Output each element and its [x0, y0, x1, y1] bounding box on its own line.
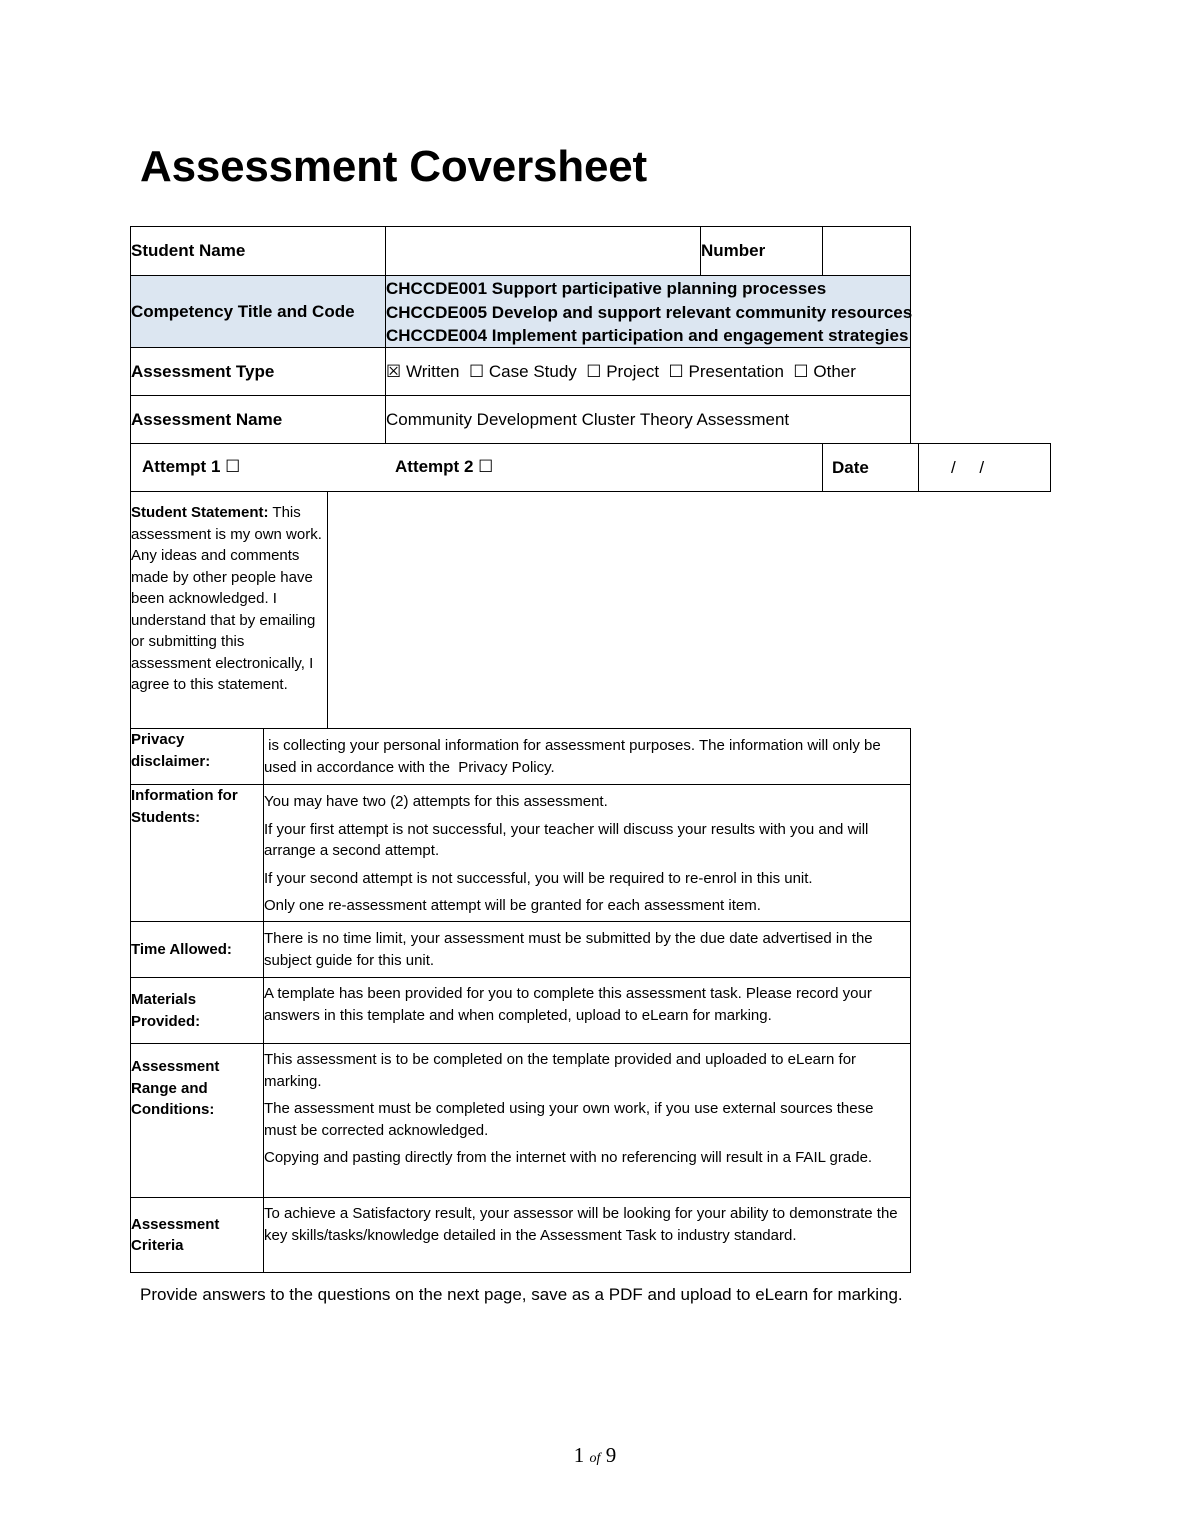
- privacy-text: is collecting your personal information for assessment purposes. The information will only be used in accordance with the Privacy Policy.: [263, 728, 911, 785]
- time-allowed-label: Time Allowed:: [130, 921, 264, 978]
- student-statement-body: This assessment is my own work. Any ideas and comments made by other people have been acknowledged. I understand that by emailing or submitting this assessment electronically, I agree to this statement.: [131, 504, 322, 693]
- page-of: of: [589, 1451, 601, 1466]
- criteria-text: To achieve a Satisfactory result, your assessor will be looking for your ability to demonstrate the key skills/tasks/knowledge detailed in the Assessment Task to industry standard.: [263, 1197, 911, 1273]
- assessment-type-options[interactable]: ☒ Written ☐ Case Study ☐ Project ☐ Presentation ☐ Other: [385, 347, 911, 396]
- student-statement-label: Student Statement:: [131, 504, 269, 521]
- range-para: Copying and pasting directly from the internet with no referencing will result in a FAIL grade.: [264, 1149, 873, 1166]
- competency-line-1: CHCCDE001 Support participative planning processes: [386, 279, 827, 298]
- attempt-cell: [130, 443, 823, 492]
- number-label: Number: [700, 226, 823, 276]
- competency-line-3: CHCCDE004 Implement participation and engagement strategies: [386, 326, 909, 345]
- date-field[interactable]: / /: [918, 443, 1051, 492]
- attempt-2-checkbox[interactable]: Attempt 2 ☐: [395, 457, 494, 476]
- student-name-label: Student Name: [130, 226, 386, 276]
- privacy-label: Privacy disclaimer:: [130, 728, 264, 785]
- assessment-type-label: Assessment Type: [130, 347, 386, 396]
- assessment-name-label: Assessment Name: [130, 395, 386, 444]
- criteria-label: Assessment Criteria: [130, 1197, 264, 1273]
- student-name-field[interactable]: [385, 226, 701, 276]
- students-info-para: You may have two (2) attempts for this assessment.: [264, 793, 608, 810]
- range-para: The assessment must be completed using your own work, if you use external sources these must be corrected acknowledged.: [264, 1100, 874, 1139]
- attempt-1-checkbox[interactable]: Attempt 1 ☐: [142, 457, 241, 476]
- student-statement: [130, 491, 328, 729]
- competency-line-2: CHCCDE005 Develop and support relevant community resources: [386, 302, 913, 322]
- students-info: [263, 784, 911, 922]
- students-info-para: If your second attempt is not successful, you will be required to re-enrol in this unit.: [264, 869, 813, 887]
- page-total: 9: [605, 1443, 617, 1467]
- number-field[interactable]: [822, 226, 911, 276]
- page-number: [0, 1443, 1190, 1468]
- date-label: Date: [822, 443, 919, 492]
- range-conditions: [263, 1043, 911, 1198]
- page-current: 1: [573, 1443, 585, 1467]
- competency-codes: [385, 275, 911, 348]
- student-statement-text: [131, 502, 327, 696]
- range-para: This assessment is to be completed on the template provided and uploaded to eLearn for marking.: [264, 1051, 857, 1090]
- instruction-text: Provide answers to the questions on the next page, save as a PDF and upload to eLearn for marking.: [140, 1285, 903, 1304]
- students-info-para: If your first attempt is not successful, your teacher will discuss your results with you and will arrange a second attempt.: [264, 820, 869, 859]
- time-allowed-text: There is no time limit, your assessment must be submitted by the due date advertised in the subject guide for this unit.: [263, 921, 911, 978]
- students-info-label: Information for Students:: [130, 784, 264, 922]
- competency-label: Competency Title and Code: [130, 275, 386, 348]
- assessment-name-value: Community Development Cluster Theory Assessment: [385, 395, 911, 444]
- materials-text: A template has been provided for you to complete this assessment task. Please record your answers in this template and when completed, upload to eLearn for marking.: [263, 977, 911, 1044]
- range-label: Assessment Range and Conditions:: [130, 1043, 264, 1198]
- materials-label: Materials Provided:: [130, 977, 264, 1044]
- students-info-para: Only one re-assessment attempt will be granted for each assessment item.: [264, 897, 761, 914]
- page-title: Assessment Coversheet: [140, 142, 647, 191]
